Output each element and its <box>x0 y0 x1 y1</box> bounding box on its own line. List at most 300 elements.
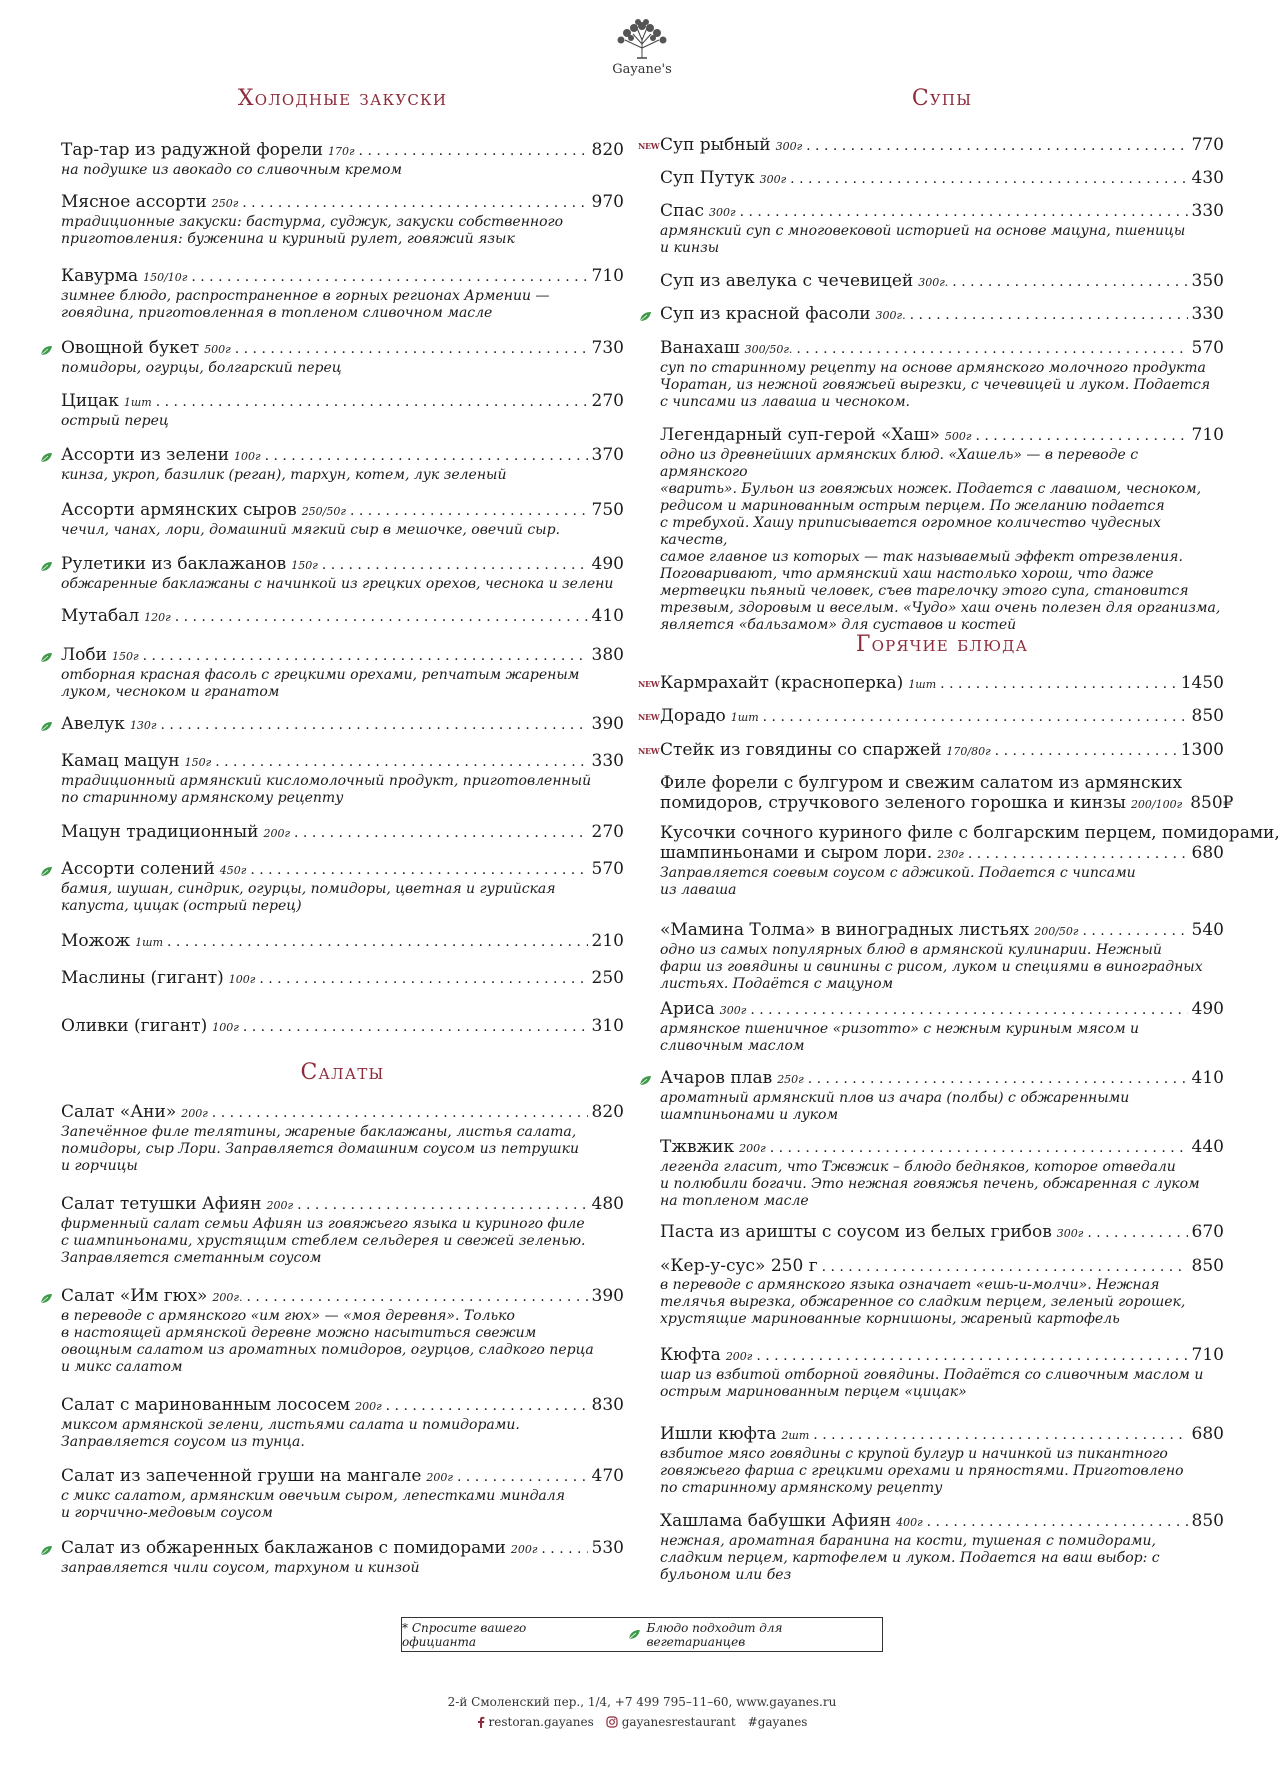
item-description: и горчицы <box>61 1158 138 1174</box>
menu-item <box>61 554 624 593</box>
item-line <box>61 606 624 628</box>
item-weight: 250г <box>211 197 239 210</box>
item-price: 390 <box>591 714 624 734</box>
item-description: острым маринованным перцем «цицак» <box>660 1384 967 1400</box>
item-weight: 120г <box>144 611 171 624</box>
menu-item <box>638 673 1224 695</box>
item-description: капуста, цицак (острый перец) <box>61 898 302 914</box>
item-name: Кусочки сочного куриного филе с болгарским перцем, помидорами, <box>660 823 1280 843</box>
dot-leader <box>322 555 588 575</box>
item-weight: 100г <box>228 973 256 986</box>
item-line <box>61 1286 624 1308</box>
footer-facebook[interactable] <box>477 1715 594 1729</box>
item-description: из лаваша <box>660 882 737 898</box>
legend-vegetarian-text: Блюдо подходит для вегетарианцев <box>646 1620 783 1649</box>
item-name: Салат тетушки Афиян <box>61 1194 262 1214</box>
item-description: ароматный армянский плов из ачара (полбы) с обжаренными <box>660 1090 1130 1106</box>
item-weight: 300г <box>709 206 736 219</box>
item-description: одно из самых популярных блюд в армянской кулинарии. Нежный <box>660 942 1162 958</box>
item-line <box>61 554 624 576</box>
item-line <box>61 968 624 990</box>
item-line <box>660 999 1224 1021</box>
item-description: листьях. Подаётся с мацуном <box>660 976 894 992</box>
item-price: 570 <box>1191 338 1224 358</box>
item-name: Лоби <box>61 645 107 665</box>
item-price: 680 <box>1191 843 1224 863</box>
leaf-icon <box>40 648 53 667</box>
item-description: по старинному армянскому рецепту <box>660 1480 943 1496</box>
item-weight: 200г <box>725 1350 753 1363</box>
item-description: традиционный армянский кисломолочный продукт, приготовленный <box>61 773 592 789</box>
item-weight: 170г <box>327 145 355 158</box>
item-name: Ванахаш <box>660 338 740 358</box>
menu-item <box>61 1538 624 1577</box>
item-price: 330 <box>591 751 624 771</box>
item-description: с шампиньонами, хрустящим стеблем сельдерея и свежей зеленью. <box>61 1233 586 1249</box>
dot-leader <box>770 1138 1188 1158</box>
leaf-icon <box>40 341 53 360</box>
dot-leader <box>796 339 1187 359</box>
item-line <box>660 1424 1224 1446</box>
item-line <box>660 1256 1224 1277</box>
dot-leader <box>995 741 1177 761</box>
menu-item <box>61 1016 624 1038</box>
item-name: Салат из запеченной груши на мангале <box>61 1466 422 1486</box>
item-price: 380 <box>591 645 624 665</box>
item-name: Ассорти солений <box>61 859 215 879</box>
item-description: является «бальзамом» для суставов и костей <box>660 617 1017 633</box>
leaf-icon <box>40 557 53 576</box>
menu-item <box>660 1222 1224 1244</box>
item-line <box>660 1511 1224 1533</box>
item-weight: 200г <box>426 1471 453 1484</box>
item-description: и полюбили богачи. Это нежная говяжья печень, обжаренная с луком <box>660 1176 1200 1192</box>
dot-leader <box>259 969 587 989</box>
item-weight: 200/50г <box>1034 925 1079 938</box>
item-weight: 200г <box>266 1199 294 1212</box>
item-description: приготовления: буженина и куриный рулет, говяжий язык <box>61 231 515 247</box>
item-line <box>61 751 624 773</box>
item-price: 850 <box>1191 1511 1224 1531</box>
dot-leader <box>940 674 1177 694</box>
item-name: Салат из обжаренных баклажанов с помидорами <box>61 1538 506 1558</box>
item-name: Рулетики из баклажанов <box>61 554 287 574</box>
menu-item <box>660 168 1224 190</box>
item-line <box>61 645 624 667</box>
item-line <box>660 135 1224 157</box>
item-weight: 200г <box>355 1400 382 1413</box>
dot-leader <box>457 1467 588 1487</box>
item-description: обжаренные баклажаны с начинкой из грецких орехов, чеснока и зелени <box>61 576 614 592</box>
item-weight: 200г. <box>212 1291 243 1304</box>
footer-instagram-text: gayanesrestaurant <box>621 1715 736 1729</box>
menu-item <box>660 338 1224 411</box>
item-description: Поговаривают, что армянский хаш настолько хорош, что даже <box>660 566 1154 582</box>
item-price: 490 <box>591 554 624 574</box>
menu-item <box>61 606 624 628</box>
facebook-icon <box>477 1716 485 1728</box>
item-description: мертвецки пьяный человек, съев тарелочку этого супа, становится <box>660 583 1189 599</box>
menu-item <box>660 1511 1224 1584</box>
legend-vegetarian <box>628 1621 882 1649</box>
dot-leader <box>975 426 1187 446</box>
item-weight: 150/10г <box>143 271 188 284</box>
item-name: Ишли кюфта <box>660 1424 777 1444</box>
item-line <box>61 266 624 288</box>
dot-leader <box>215 752 587 772</box>
item-name: «Мамина Толма» в виноградных листьях <box>660 920 1030 940</box>
menu-item <box>61 192 624 248</box>
item-weight: 2шт <box>781 1429 810 1442</box>
footer <box>0 1695 1284 1729</box>
dot-leader <box>750 1000 1187 1020</box>
dot-leader <box>191 267 587 287</box>
item-line <box>61 140 624 162</box>
item-description: самое главное из которых — так называемый эффект отрезвления. <box>660 549 1183 565</box>
instagram-icon <box>606 1716 618 1728</box>
footer-hashtag[interactable]: #gayanes <box>747 1715 808 1729</box>
item-price: 350 <box>1191 271 1224 291</box>
item-price: 820 <box>591 140 624 160</box>
item-weight: 100г <box>234 450 261 463</box>
item-weight: 300г <box>775 140 803 153</box>
item-weight: 200г <box>263 827 291 840</box>
item-weight: 300г. <box>918 276 949 289</box>
dot-leader <box>386 1396 588 1416</box>
dot-leader <box>235 339 588 359</box>
item-weight: 200г <box>181 1107 208 1120</box>
item-description: в переводе с армянского «им гюх» — «моя деревня». Только <box>61 1308 515 1324</box>
brand-logo <box>0 18 1284 77</box>
menu-item <box>61 1286 624 1376</box>
item-description: Запечённое филе телятины, жареные баклажаны, листья салата, <box>61 1124 577 1140</box>
menu-item <box>61 645 624 701</box>
item-price: 530 <box>591 1538 624 1558</box>
item-price: 540 <box>1191 920 1224 940</box>
item-description: миксом армянской зелени, листьями салата и помидорами. <box>61 1417 520 1433</box>
item-name: Мацун традиционный <box>61 822 259 842</box>
dot-leader <box>756 1346 1187 1366</box>
item-name: Суп рыбный <box>660 135 771 155</box>
dot-leader <box>156 392 588 412</box>
menu-item <box>660 201 1224 257</box>
item-line <box>660 425 1224 447</box>
dot-leader <box>952 272 1187 292</box>
item-name: Хашлама бабушки Афиян <box>660 1511 892 1531</box>
item-line <box>61 1194 624 1216</box>
menu-item <box>660 1068 1224 1124</box>
dot-leader <box>175 607 588 627</box>
item-price: 710 <box>1191 425 1224 445</box>
new-badge: NEW <box>638 712 660 722</box>
item-price: 430 <box>1191 168 1224 188</box>
item-name: Тжвжик <box>660 1137 735 1157</box>
item-name: «Кер-у-сус» 250 г <box>660 1256 818 1276</box>
item-line <box>660 673 1224 695</box>
item-weight: 150г <box>184 756 212 769</box>
item-price: 330 <box>1191 304 1224 324</box>
menu-item <box>660 1256 1224 1328</box>
new-badge: NEW <box>638 746 660 756</box>
item-weight: 450г <box>219 864 247 877</box>
item-description: помидоры, огурцы, болгарский перец <box>61 360 342 376</box>
item-description: сладким перцем, картофелем и луком. Подается на ваш выбор: с <box>660 1550 1160 1566</box>
section-title: Супы <box>911 86 973 111</box>
dot-leader <box>813 1425 1187 1445</box>
dot-leader <box>242 193 587 213</box>
dot-leader <box>161 715 588 735</box>
menu-item <box>61 1102 624 1175</box>
menu-item <box>61 266 624 322</box>
item-name: Камац мацун <box>61 751 180 771</box>
item-name: Кармрахайт (красноперка) <box>660 673 904 693</box>
item-description: армянский суп с многовековой историей на основе мацуна, пшеницы <box>660 223 1186 239</box>
item-line <box>61 822 624 844</box>
item-price: 710 <box>591 266 624 286</box>
item-line <box>61 1102 624 1124</box>
item-line <box>61 859 624 881</box>
item-name: Цицак <box>61 391 119 411</box>
menu-item <box>660 773 1234 815</box>
item-description: с микс салатом, армянским овечьим сыром, лепестками миндаля <box>61 1488 565 1504</box>
item-description: говяжьего фарша с грецкими орехами и пряностями. Приготовлено <box>660 1463 1184 1479</box>
item-name: Овощной букет <box>61 338 200 358</box>
dot-leader <box>250 860 587 880</box>
menu-item <box>638 740 1224 762</box>
dot-leader <box>806 136 1187 156</box>
item-description: Чоратан, из нежной говяжьей вырезки, с чечевицей и луком. Подается <box>660 377 1211 393</box>
item-weight: 150г <box>291 559 318 572</box>
item-line <box>61 338 624 360</box>
item-price: 370 <box>591 445 624 465</box>
item-description: и микс салатом <box>61 1359 183 1375</box>
dot-leader <box>294 823 588 843</box>
leaf-icon <box>40 1289 53 1308</box>
item-weight: 1шт <box>135 936 164 949</box>
item-description: в переводе с армянского языка означает «ешь-и-молчи». Нежная <box>660 1277 1160 1293</box>
item-name: Кавурма <box>61 266 139 286</box>
item-name: помидоров, стручкового зеленого горошка и кинзы <box>660 793 1126 813</box>
item-weight: 500г <box>944 430 972 443</box>
item-weight: 100г <box>212 1021 239 1034</box>
item-price: 730 <box>591 338 624 358</box>
item-price: 570 <box>591 859 624 879</box>
item-description: в настоящей армянской деревне можно насытиться свежим <box>61 1325 537 1341</box>
item-name: Филе форели с булгуром и свежим салатом из армянских <box>660 773 1183 793</box>
dot-leader <box>740 202 1188 222</box>
item-name: Салат «Ани» <box>61 1102 177 1122</box>
item-description: суп по старинному рецепту на основе армянского молочного продукта <box>660 360 1206 376</box>
item-description: и кинзы <box>660 240 720 256</box>
item-price: 770 <box>1191 135 1224 155</box>
item-weight: 230г <box>937 848 964 861</box>
item-name: Ачаров плав <box>660 1068 773 1088</box>
item-name: Тар-тар из радужной форели <box>61 140 323 160</box>
item-description: бульоном или без <box>660 1567 792 1583</box>
leaf-icon <box>40 448 53 467</box>
footer-address: 2-й Смоленский пер., 1/4, +7 499 795–11–60, www.gayanes.ru <box>447 1695 837 1709</box>
item-price: 270 <box>591 822 624 842</box>
item-description: шампиньонами и луком <box>660 1107 839 1123</box>
item-description: взбитое мясо говядины с крупой булгур и начинкой из пикантного <box>660 1446 1168 1462</box>
section-title: Салаты <box>300 1060 385 1085</box>
dot-leader <box>822 1257 1188 1277</box>
item-weight: 250г <box>777 1073 804 1086</box>
item-description: на топленом масле <box>660 1193 809 1209</box>
item-description: на подушке из авокадо со сливочным кремом <box>61 162 403 178</box>
item-description: луком, чесноком и гранатом <box>61 684 280 700</box>
item-description: сливочным маслом <box>660 1038 805 1054</box>
item-weight: 400г <box>896 1516 923 1529</box>
item-price: 970 <box>591 192 624 212</box>
new-badge: NEW <box>638 679 660 689</box>
leaf-icon <box>40 862 53 881</box>
item-line <box>660 1137 1224 1159</box>
item-name: Кюфта <box>660 1345 721 1365</box>
menu-item <box>61 445 624 484</box>
menu-item <box>61 822 624 844</box>
item-line <box>61 931 624 953</box>
item-description: нежная, ароматная баранина на кости, тушеная с помидорами, <box>660 1533 1156 1549</box>
item-name: Салат с маринованным лососем <box>61 1395 351 1415</box>
item-name: Суп из красной фасоли <box>660 304 871 324</box>
item-weight: 200г <box>739 1142 766 1155</box>
dot-leader <box>763 707 1188 727</box>
item-weight: 150г <box>112 650 139 663</box>
menu-item <box>61 500 624 539</box>
leaf-icon <box>639 307 652 326</box>
item-name: Стейк из говядины со спаржей <box>660 740 942 760</box>
item-weight: 1шт <box>730 711 759 724</box>
dot-leader <box>212 1103 588 1123</box>
item-description: традиционные закуски: бастурма, суджук, закуски собственного <box>61 214 564 230</box>
item-description: одно из древнейших армянских блюд. «Хашель» — в переводе с армянского <box>660 447 1139 480</box>
dot-leader <box>143 646 588 666</box>
new-badge: NEW <box>638 141 660 151</box>
item-name: Маслины (гигант) <box>61 968 224 988</box>
dot-leader <box>243 1017 588 1037</box>
dot-leader <box>297 1195 587 1215</box>
item-price: 850₽ <box>1190 793 1234 813</box>
item-weight: 300г <box>1056 1227 1084 1240</box>
menu-item <box>660 999 1224 1055</box>
item-price: 1450 <box>1180 673 1224 693</box>
item-weight: 170/80г <box>946 745 991 758</box>
menu-item <box>61 391 624 430</box>
item-description: и горчично-медовым соусом <box>61 1505 273 1521</box>
item-line <box>660 201 1224 223</box>
dot-leader <box>808 1069 1188 1089</box>
tree-icon <box>611 18 673 60</box>
item-name: Суп Путук <box>660 168 755 188</box>
item-description: Заправляется сметанным соусом <box>61 1250 322 1266</box>
menu-item <box>638 706 1224 728</box>
item-price: 1300 <box>1180 740 1224 760</box>
menu-item <box>660 823 1280 899</box>
dot-leader <box>265 446 588 466</box>
item-description: Заправляется соевым соусом с аджикой. Подается с чипсами <box>660 865 1136 881</box>
item-price: 210 <box>591 931 624 951</box>
footer-instagram[interactable] <box>606 1715 736 1729</box>
item-line <box>660 304 1224 326</box>
item-description: заправляется чили соусом, тархуном и кинзой <box>61 1560 420 1576</box>
item-price: 440 <box>1191 1137 1224 1157</box>
dot-leader <box>790 169 1187 189</box>
item-line <box>61 1466 624 1488</box>
item-description: зимнее блюдо, распространенное в горных регионах Армении — <box>61 288 550 304</box>
dot-leader <box>350 501 588 521</box>
item-name: шампиньонами и сыром лори. <box>660 843 933 863</box>
item-description: шар из взбитой отборной говядины. Подаётся со сливочным маслом и <box>660 1367 1204 1383</box>
item-price: 310 <box>591 1016 624 1036</box>
item-name: Ассорти из зелени <box>61 445 230 465</box>
item-price: 470 <box>591 1466 624 1486</box>
item-price: 490 <box>1191 999 1224 1019</box>
dot-leader <box>927 1512 1188 1532</box>
item-weight: 300г <box>759 173 787 186</box>
item-price: 270 <box>591 391 624 411</box>
item-price: 410 <box>1191 1068 1224 1088</box>
item-price: 710 <box>1191 1345 1224 1365</box>
item-description: говядина, приготовленная в топленом сливочном масле <box>61 305 493 321</box>
menu-item <box>61 968 624 990</box>
item-price: 680 <box>1191 1424 1224 1444</box>
item-line <box>61 192 624 214</box>
section-title: Холодные закуски <box>237 86 448 111</box>
item-line <box>61 1538 624 1560</box>
item-description: с чипсами из лаваша и чесноком. <box>660 394 911 410</box>
leaf-icon <box>40 1541 53 1560</box>
menu-item <box>660 1137 1224 1210</box>
dot-leader <box>1082 921 1187 941</box>
menu-item <box>660 304 1224 326</box>
item-weight: 300г. <box>875 309 906 322</box>
item-price: 670 <box>1191 1222 1224 1242</box>
item-description: фирменный салат семьи Афиян из говяжьего языка и куриного филе <box>61 1216 585 1232</box>
item-weight: 500г <box>204 343 231 356</box>
dot-leader <box>247 1287 588 1307</box>
item-line <box>660 843 1224 865</box>
item-description: по старинному армянскому рецепту <box>61 790 344 806</box>
leaf-icon <box>40 717 53 736</box>
dot-leader <box>910 305 1188 325</box>
item-name: Можож <box>61 931 131 951</box>
menu-item <box>61 751 624 807</box>
item-name: Паста из аришты с соусом из белых грибов <box>660 1222 1052 1242</box>
item-description: чечил, чанах, лори, домашний мягкий сыр в мешочке, овечий сыр. <box>61 522 560 538</box>
item-line <box>660 168 1224 190</box>
menu-item <box>660 425 1224 634</box>
item-name: Мутабал <box>61 606 140 626</box>
footer-facebook-text: restoran.gayanes <box>488 1715 594 1729</box>
dot-leader <box>541 1539 587 1559</box>
item-name: Ариса <box>660 999 715 1019</box>
item-line <box>61 391 624 413</box>
menu-item <box>660 271 1224 293</box>
item-name: Оливки (гигант) <box>61 1016 208 1036</box>
item-line <box>660 740 1224 762</box>
menu-item <box>61 1466 624 1522</box>
menu-item <box>61 931 624 953</box>
item-price: 330 <box>1191 201 1224 221</box>
menu-item <box>61 338 624 377</box>
menu-item <box>61 1395 624 1451</box>
item-name: Ассорти армянских сыров <box>61 500 297 520</box>
item-weight: 1шт <box>908 678 937 691</box>
dot-leader <box>968 844 1188 864</box>
item-line <box>660 1222 1224 1244</box>
item-name: Салат «Им гюх» <box>61 1286 208 1306</box>
